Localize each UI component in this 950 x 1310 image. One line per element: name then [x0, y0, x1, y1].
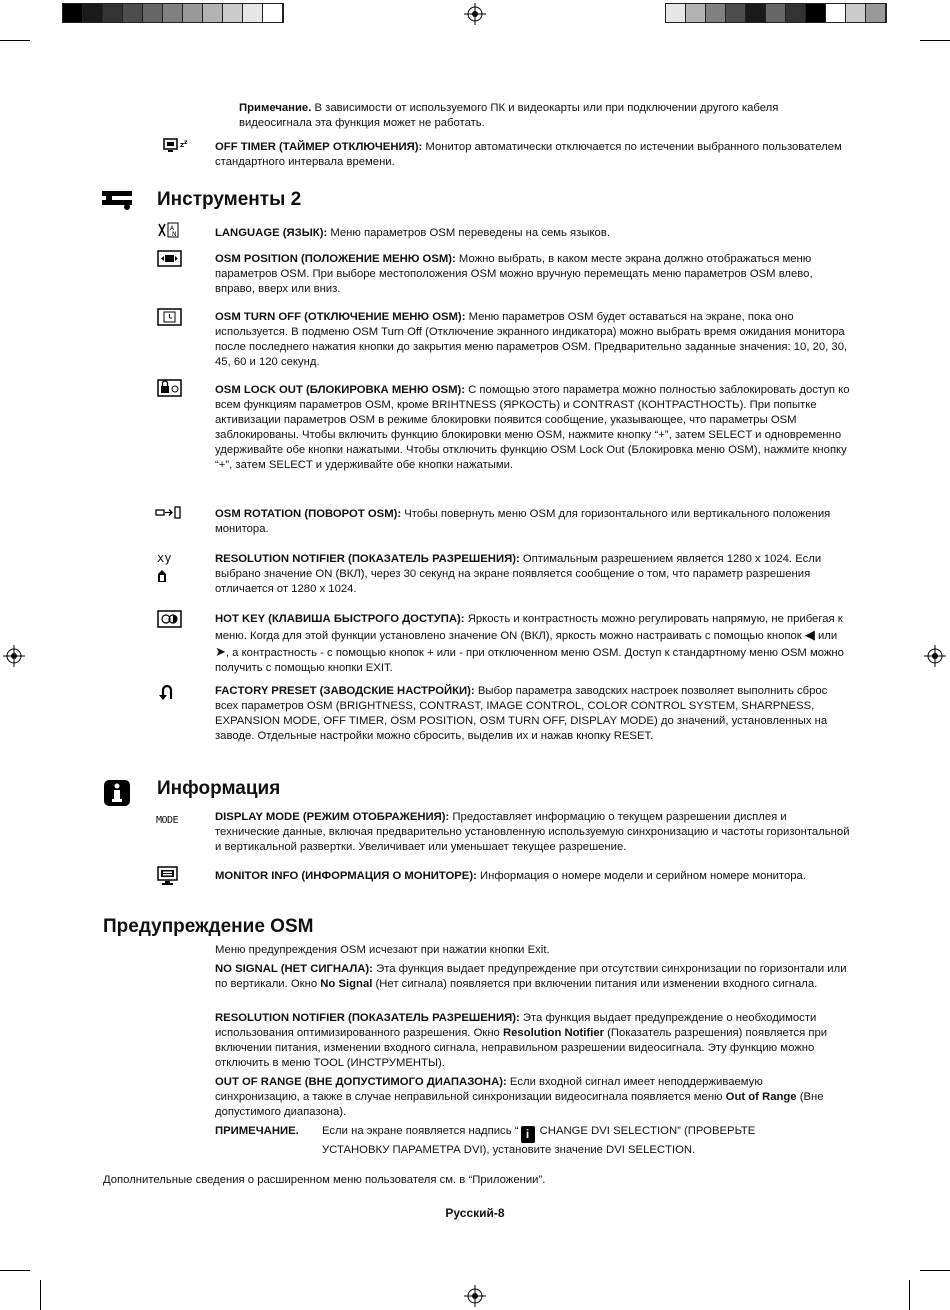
osm-lock-out-icon: [157, 379, 181, 397]
section-heading-warning: Предупреждение OSM: [103, 916, 314, 937]
off-timer-icon: [163, 138, 187, 156]
monitor-info-icon: [157, 866, 181, 884]
language-desc: LANGUAGE (ЯЗЫК): Меню параметров OSM переведены на семь языков.: [215, 227, 610, 239]
warning-note-text: Если на экране появляется надпись “ i CHANGE DVI SELECTION” (ПРОВЕРЬТЕ УСТАНОВКУ ПАРАМЕТРА DVI), установите значение DVI SELECTION.: [322, 1125, 756, 1156]
section-heading-tools2: Инструменты 2: [157, 189, 302, 210]
monitor-info-desc: MONITOR INFO (ИНФОРМАЦИЯ О МОНИТОРЕ): Информация о номере модели и серийном номере монитора.: [215, 870, 806, 882]
osm-rotation-icon: [155, 505, 179, 523]
trim-line: [40, 1280, 41, 1310]
info-inline-icon: i: [521, 1126, 535, 1143]
warning-intro: Меню предупреждения OSM исчезают при нажатии кнопки Exit.: [215, 944, 550, 956]
svg-text:N: N: [172, 231, 177, 238]
section-heading-info: Информация: [157, 778, 281, 799]
warning-resolution-desc: RESOLUTION NOTIFIER (ПОКАЗАТЕЛЬ РАЗРЕШЕНИЯ): Эта функция выдает предупреждение о необходимости использования оптимизированного разрешения. Окно Resolution Notifier (Показатель разрешения) появляется при включении питания, изменении входного сигнала, неправильном разрешении видеосигнала. Эту функцию можно отключить в меню TOOL (ИНСТРУМЕНТЫ).: [215, 1012, 828, 1069]
trim-line: [920, 1270, 950, 1271]
note-top: Примечание. В зависимости от используемого ПК и видеокарты или при подключении другого кабеля видеосигнала эта функция может не работать.: [239, 102, 779, 129]
svg-text:A: A: [170, 225, 175, 232]
osm-position-icon: [157, 250, 181, 268]
calibration-strip-right: [665, 3, 887, 23]
registration-mark-top: [464, 3, 486, 25]
language-icon: [157, 221, 181, 239]
left-arrow-icon: ◀: [804, 627, 815, 642]
out-of-range-desc: OUT OF RANGE (ВНЕ ДОПУСТИМОГО ДИАПАЗОНА): Если входной сигнал имеет неподдерживаемую синхронизацию, а также в случае неправильной синхронизации видеосигнала появляется меню Out of Range (Вне допустимого диапазона).: [215, 1076, 824, 1118]
trim-line: [920, 40, 950, 41]
trim-line: [0, 40, 30, 41]
tools-wrench-icon: [102, 190, 132, 217]
factory-preset-desc: FACTORY PRESET (ЗАВОДСКИЕ НАСТРОЙКИ): Выбор параметра заводских настроек позволяет выполнить сброс всех параметров OSM (BRIGHTNESS, CONTRAST, IMAGE CONTROL, COLOR CONTROL SYSTEM, SHARPNESS, EXPANSION MODE, OFF TIMER, OSM POSITION, OSM TURN OFF, DISPLAY MODE) до значений, установленных на заводе. Отдельные настройки можно сбросить, выделив их и нажав кнопку RESET.: [215, 685, 828, 742]
note-label: Примечание.: [239, 102, 312, 114]
osm-position-desc: OSM POSITION (ПОЛОЖЕНИЕ МЕНЮ OSM): Можно выбрать, в каком месте экрана должно отображаться меню параметров OSM. При выборе местоположения OSM можно вручную перемещать меню параметров OSM влево, вправо, вверх или вниз.: [215, 253, 813, 295]
osm-turn-off-desc: OSM TURN OFF (ОТКЛЮЧЕНИЕ МЕНЮ OSM): Меню параметров OSM будет оставаться на экране, пока оно используется. В подменю OSM Turn Off (Отключение экранного индикатора) можно выбрать время ожидания монитора после последнего нажатия кнопки до закрытия меню параметров OSM. Предварительно заданные значения: 10, 20, 30, 45, 60 и 120 секунд.: [215, 311, 848, 368]
trim-line: [0, 1270, 30, 1271]
hot-key-icon: [157, 610, 181, 628]
display-mode-desc: DISPLAY MODE (РЕЖИМ ОТОБРАЖЕНИЯ): Предоставляет информацию о текущем разрешении дисплея и технические данные, включая предварительно установленную используемую синхронизацию и частоты горизонтальной и вертикальной развертки. Увеличивает или уменьшает текущее разрешение.: [215, 811, 850, 853]
resolution-notifier-icon: xy: [157, 551, 181, 569]
registration-mark-bottom: [464, 1285, 486, 1307]
trim-line: [909, 1280, 910, 1310]
info-icon: [104, 780, 130, 811]
registration-mark-left: [3, 645, 25, 667]
resolution-notifier-desc: RESOLUTION NOTIFIER (ПОКАЗАТЕЛЬ РАЗРЕШЕНИЯ): Оптимальным разрешением является 1280 x 1024. Если выбрано значение ON (ВКЛ), через 30 секунд на экране появляется сообщение о том, что параметр разрешения отличается от 1280 x 1024.: [215, 553, 822, 595]
svg-text:z: z: [180, 141, 185, 149]
hot-key-desc: HOT KEY (КЛАВИША БЫСТРОГО ДОСТУПА): Яркость и контрастность можно регулировать напрямую, не прибегая к меню. Когда для этой функции установлено значение ON (ВКЛ), яркость можно настраивать с помощью кнопок ◀ или ➤, а контрастность - с помощью кнопок + или - при отключенном меню OSM. Доступ к стандартному меню OSM можно получить с помощью кнопки EXIT.: [215, 613, 844, 674]
no-signal-desc: NO SIGNAL (НЕТ СИГНАЛА): Эта функция выдает предупреждение при отсутствии синхронизации по горизонтали или по вертикали. Окно No Signal (Нет сигнала) появляется при включении питания или изменении входного сигнала.: [215, 963, 847, 990]
bottom-note: Дополнительные сведения о расширенном меню пользователя см. в “Приложении”.: [103, 1174, 546, 1186]
osm-lock-out-desc: OSM LOCK OUT (БЛОКИРОВКА МЕНЮ OSM): С помощью этого параметра можно полностью заблокировать доступ ко всем функциям параметров OSM, кроме BRIHTNESS (ЯРКОСТЬ) и CONTRAST (КОНТРАСТНОСТЬ). При попытке активизации параметров OSM в режиме блокировки появится сообщение, указывающее, что параметры OSM заблокированы. Чтобы включить функцию блокировки меню OSM, нажмите кнопку “+”, затем SELECT и одновременно удерживайте обе кнопки нажатыми. Чтобы отключить функцию OSM Lock Out (Блокировка меню OSM), нажмите кнопку “+”, затем SELECT и удерживайте обе кнопки нажатыми.: [215, 384, 850, 471]
off-timer-desc: OFF TIMER (ТАЙМЕР ОТКЛЮЧЕНИЯ): Монитор автоматически отключается по истечении выбранного пользователем стандартного интервала времени.: [215, 141, 842, 168]
osm-turn-off-icon: [157, 308, 181, 326]
osm-rotation-desc: OSM ROTATION (ПОВОРОТ OSM): Чтобы повернуть меню OSM для горизонтального или вертикального положения монитора.: [215, 508, 831, 535]
display-mode-icon: MODE: [156, 815, 179, 826]
page-number: Русский-8: [445, 1206, 505, 1220]
svg-text:z: z: [184, 139, 188, 146]
calibration-strip-left: [62, 3, 284, 23]
warning-note-label: ПРИМЕЧАНИЕ.: [215, 1125, 299, 1137]
registration-mark-right: [924, 645, 946, 667]
right-arrow-icon: ➤: [215, 644, 226, 659]
factory-preset-icon: [157, 684, 181, 702]
